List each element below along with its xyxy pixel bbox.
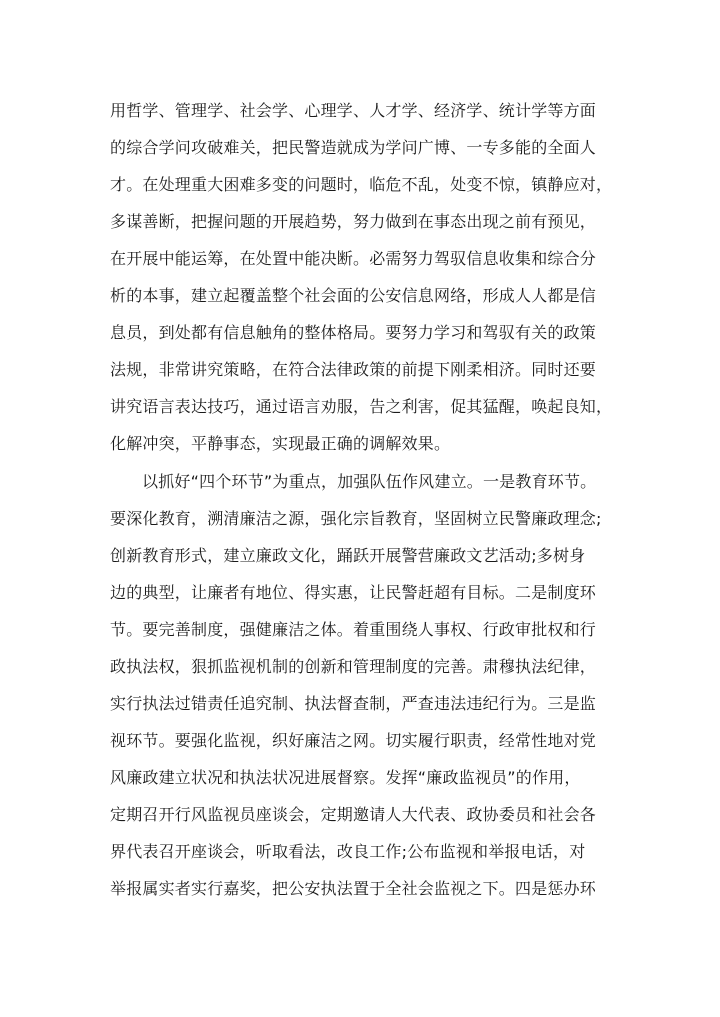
paragraph-line: 举报属实者实行嘉奖，把公安执法置于全社会监视之下。四是惩办环 xyxy=(110,879,597,898)
paragraph-line: 实行执法过错责任追究制、执法督查制，严查违法违纪行为。三是监 xyxy=(110,694,597,713)
paragraph-line: 风廉政建立状况和执法状况进展督察。发挥“廉政监视员”的作用， xyxy=(110,768,581,787)
paragraph-line: 定期召开行风监视员座谈会，定期邀请人大代表、政协委员和社会各 xyxy=(110,805,597,824)
paragraph-line: 讲究语言表达技巧，通过语言劝服，告之利害，促其猛醒，唤起良知， xyxy=(110,397,613,416)
paragraph-line: 用哲学、管理学、社会学、心理学、人才学、经济学、统计学等方面 xyxy=(110,101,597,120)
paragraph-line: 边的典型，让廉者有地位、得实惠，让民警赶超有目标。二是制度环 xyxy=(110,583,597,602)
paragraph-line: 政执法权，狠抓监视机制的创新和管理制度的完善。肃穆执法纪律， xyxy=(110,657,597,676)
paragraph-line: 界代表召开座谈会，听取看法，改良工作;公布监视和举报电话，对 xyxy=(110,842,586,861)
paragraph-line: 的综合学问攻破难关，把民警造就成为学问广博、一专多能的全面人 xyxy=(110,138,597,157)
paragraph-line: 在开展中能运筹，在处置中能决断。必需努力驾驭信息收集和综合分 xyxy=(110,249,597,268)
paragraph-line: 才。在处理重大困难多变的问题时，临危不乱，处变不惊，镇静应对， xyxy=(110,175,613,194)
paragraph-line: 化解冲突，平静事态，实现最正确的调解效果。 xyxy=(110,434,451,453)
paragraph-2 xyxy=(110,463,610,907)
paragraph-line: 要深化教育，溯清廉洁之源，强化宗旨教育，坚固树立民警廉政理念; xyxy=(110,509,602,528)
paragraph-line: 析的本事，建立起覆盖整个社会面的公安信息网络，形成人人都是信 xyxy=(110,286,597,305)
paragraph-line: 以抓好“四个环节”为重点，加强队伍作风建立。一是教育环节。 xyxy=(142,472,597,491)
paragraph-line: 节。要完善制度，强健廉洁之体。着重围绕人事权、行政审批权和行 xyxy=(110,620,597,639)
paragraph-line: 息员，到处都有信息触角的整体格局。要努力学习和驾驭有关的政策 xyxy=(110,323,597,342)
paragraph-line: 创新教育形式，建立廉政文化，踊跃开展警营廉政文艺活动;多树身 xyxy=(110,546,586,565)
paragraph-line: 多谋善断，把握问题的开展趋势，努力做到在事态出现之前有预见， xyxy=(110,212,597,231)
paragraph-1 xyxy=(110,92,613,462)
paragraph-line: 法规，非常讲究策略，在符合法律政策的前提下刚柔相济。同时还要 xyxy=(110,360,597,379)
paragraph-line: 视环节。要强化监视，织好廉洁之网。切实履行职责，经常性地对党 xyxy=(110,731,597,750)
